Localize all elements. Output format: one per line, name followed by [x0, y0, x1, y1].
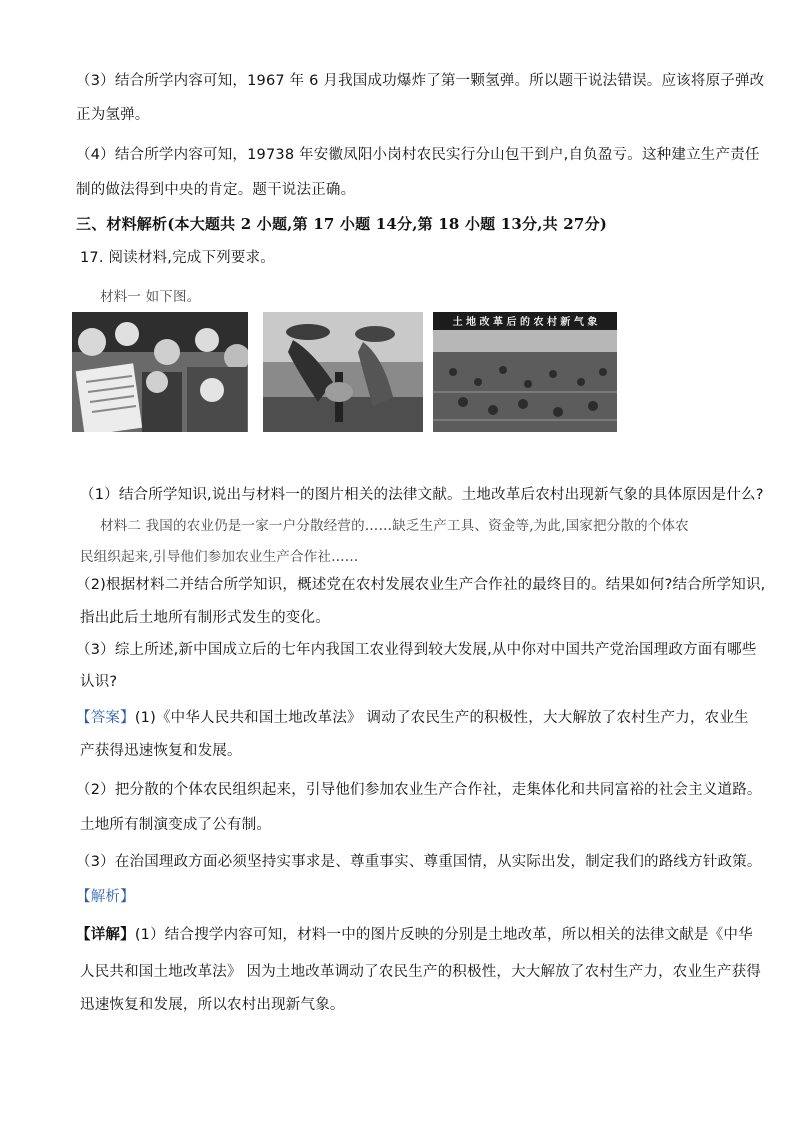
detail-line-1 — [76, 925, 753, 945]
answer-line-3: （2）把分散的个体农民组织起来，引导他们参加农业生产合作社，走集体化和共同富裕的社会主义道路。 — [76, 782, 762, 798]
detail-line-3: 迅速恢复和发展，所以农村出现新气象。 — [80, 997, 345, 1013]
detail-1-text: (1）结合搜学内容可知，材料一中的图片反映的分别是土地改革，所以相关的法律文献是《中华 — [134, 927, 753, 943]
answer-line-5: （3）在治国理政方面必须坚持实事求是、尊重事实、尊重国情，从实际出发，制定我们的路线方针政策。 — [76, 854, 762, 870]
answer-line-4: 土地所有制演变成了公有制。 — [80, 817, 272, 833]
answer-line-1 — [76, 708, 749, 728]
question-17-3-line-1: （3）综上所述,新中国成立后的七年内我国工农业得到较大发展,从中你对中国共产党治国理政方面有哪些 — [76, 642, 757, 658]
question-17-2-line-2: 指出此后土地所有制形式发生的变化。 — [80, 610, 330, 626]
answer-1-text: (1)《中华人民共和国土地改革法》 调动了农民生产的积极性，大大解放了农村生产力，农业生 — [134, 710, 749, 726]
text-line-4: 制的做法得到中央的肯定。题干说法正确。 — [76, 182, 356, 198]
question-17-3-line-2: 认识? — [80, 674, 118, 690]
text-line-3: （4）结合所学内容可知，19738 年安徽凤阳小岗村农民实行分山包干到户,自负盈亏。这种建立生产责任 — [76, 147, 760, 163]
text-line-2: 正为氢弹。 — [76, 107, 150, 123]
section-heading: 三、材料解析(本大题共 2 小题,第 17 小题 14分,第 18 小题 13分,共 27分) — [76, 215, 608, 233]
material-2-line-2: 民组织起来,引导他们参加农业生产合作社…… — [80, 549, 359, 565]
answer-tag: 【答案】 — [76, 710, 135, 726]
photo-farmers — [263, 312, 423, 432]
question-17-1: （1）结合所学知识,说出与材料一的图片相关的法律文献。土地改革后农村出现新气象的具体原因是什么? — [80, 487, 764, 503]
material-2-line-1: 材料二 我国的农业仍是一家一户分散经营的……缺乏生产工具、资金等,为此,国家把分散的个体农 — [100, 518, 689, 534]
text-line-1: （3）结合所学内容可知，1967 年 6 月我国成功爆炸了第一颗氢弹。所以题干说法错误。应该将原子弹改 — [76, 73, 765, 89]
detail-line-2: 人民共和国土地改革法》 因为土地改革调动了农民生产的积极性，大大解放了农村生产力，农业生产获得 — [80, 964, 762, 980]
analysis-tag: 【解析】 — [76, 889, 135, 905]
photo-new-village — [433, 312, 617, 432]
material-1-label: 材料一 如下图。 — [100, 289, 201, 305]
question-17-2-line-1: （2)根据材料二并结合所学知识，概述党在农村发展农业生产合作社的最终目的。结果如何?结合所学知识, — [76, 577, 766, 593]
question-17: 17. 阅读材料,完成下列要求。 — [80, 250, 275, 266]
photo-crowd — [72, 312, 248, 432]
photo-caption: 土 地 改 革 后 的 农 村 新 气 象 — [452, 317, 598, 328]
detail-tag: 【详解】 — [76, 927, 135, 943]
answer-line-2: 产获得迅速恢复和发展。 — [80, 743, 242, 759]
